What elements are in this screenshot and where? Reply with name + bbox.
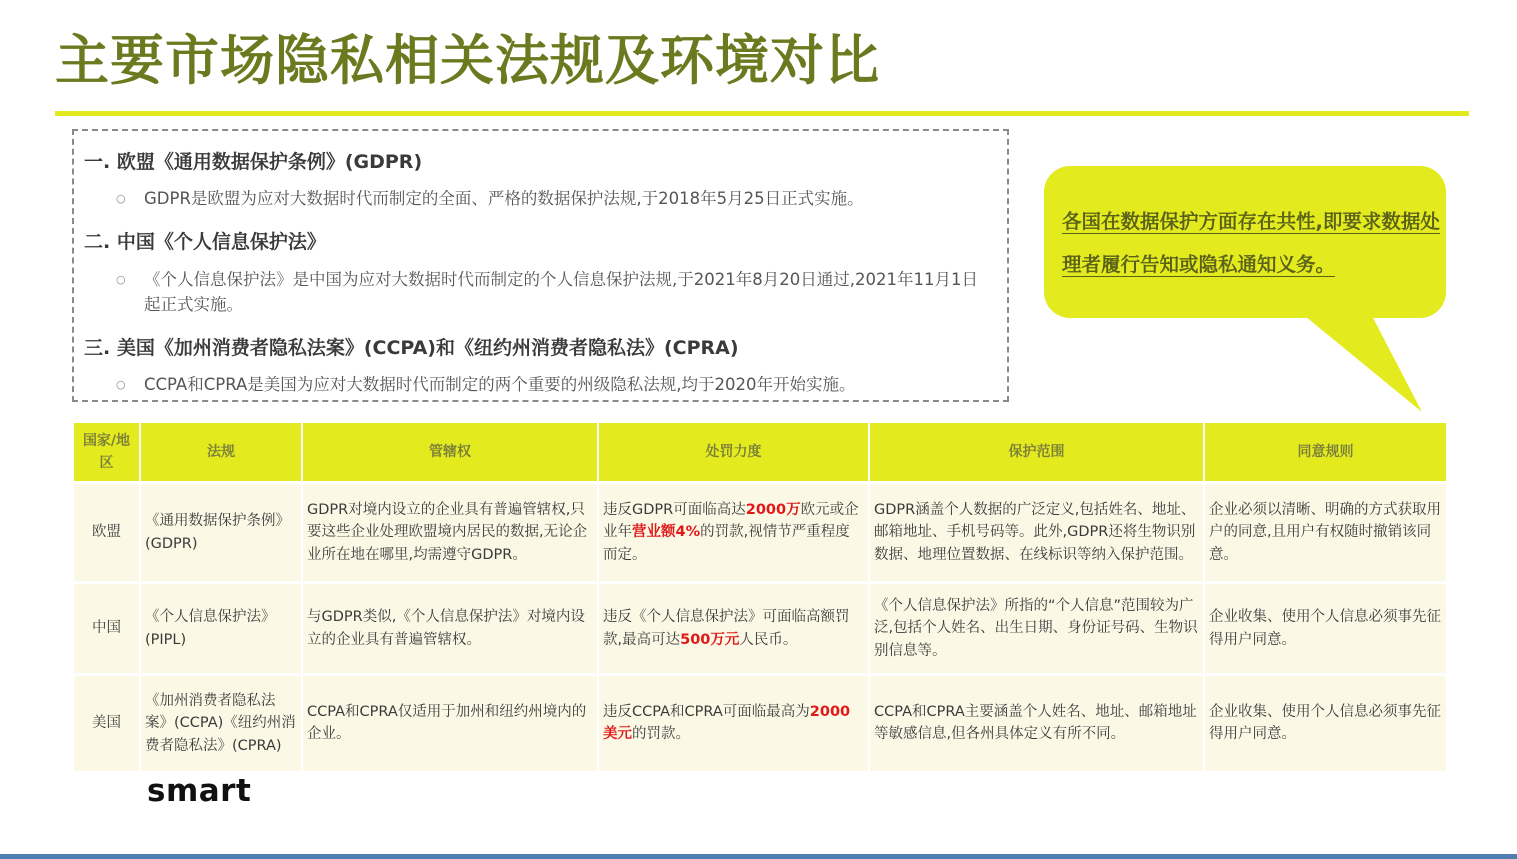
penalty-amount: 2000万 — [745, 501, 801, 518]
section-heading-eu: 一. 欧盟《通用数据保护条例》(GDPR) — [84, 151, 423, 173]
header-penalty: 处罚力度 — [598, 423, 869, 483]
cell-region: 中国 — [74, 583, 140, 675]
bullet-icon: ○ — [116, 192, 126, 205]
section-text-us: CCPA和CPRA是美国为应对大数据时代而制定的两个重要的州级隐私法规,均于2020年开始实施。 — [144, 375, 856, 394]
penalty-text: 违反《个人信息保护法》可面临高额罚款,最高可达 — [603, 609, 850, 648]
cell-region: 欧盟 — [74, 483, 140, 583]
cell-scope: GDPR涵盖个人数据的广泛定义,包括姓名、地址、邮箱地址、手机号码等。此外,GDPR还将生物识别数据、地理位置数据、在线标识等纳入保护范围。 — [869, 483, 1204, 583]
penalty-text: 的罚款。 — [632, 726, 690, 743]
penalty-text: 违反CCPA和CPRA可面临最高为 — [603, 703, 810, 720]
cell-law: 《通用数据保护条例》(GDPR) — [140, 483, 302, 583]
smart-logo: smart — [147, 773, 252, 809]
header-consent: 同意规则 — [1204, 423, 1447, 483]
cell-consent: 企业收集、使用个人信息必须事先征得用户同意。 — [1204, 583, 1447, 675]
section-text-eu: GDPR是欧盟为应对大数据时代而制定的全面、严格的数据保护法规,于2018年5月25日正式实施。 — [144, 189, 864, 208]
comparison-table — [74, 423, 1448, 771]
table-header-row — [74, 423, 1447, 483]
title-underline — [55, 111, 1469, 116]
cell-penalty — [598, 583, 869, 675]
cell-penalty — [598, 483, 869, 583]
table-row — [74, 583, 1447, 675]
cell-jurisdiction: GDPR对境内设立的企业具有普遍管辖权,只要这些企业处理欧盟境内居民的数据,无论企业所在地在哪里,均需遵守GDPR。 — [302, 483, 598, 583]
table-row — [74, 675, 1447, 771]
penalty-percent: 营业额4% — [632, 524, 701, 541]
penalty-text: 的罚款,视情节严重程度而定。 — [603, 524, 850, 563]
cell-consent: 企业收集、使用个人信息必须事先征得用户同意。 — [1204, 675, 1447, 771]
header-law: 法规 — [140, 423, 302, 483]
section-heading-cn: 二. 中国《个人信息保护法》 — [84, 231, 326, 253]
cell-penalty — [598, 675, 869, 771]
cell-region: 美国 — [74, 675, 140, 771]
cell-law: 《个人信息保护法》(PIPL) — [140, 583, 302, 675]
header-jurisdiction: 管辖权 — [302, 423, 598, 483]
cell-law: 《加州消费者隐私法案》(CCPA)《纽约州消费者隐私法》(CPRA) — [140, 675, 302, 771]
intro-box — [72, 129, 1009, 402]
penalty-text: 欧元或企业年 — [603, 501, 859, 541]
table-row — [74, 483, 1447, 583]
bottom-bar — [0, 854, 1517, 859]
bullet-icon: ○ — [116, 273, 126, 286]
page-title: 主要市场隐私相关法规及环境对比 — [55, 29, 880, 92]
penalty-text: 人民币。 — [739, 631, 798, 648]
bullet-icon: ○ — [116, 378, 126, 391]
penalty-amount: 2000美元 — [603, 703, 851, 743]
cell-scope: 《个人信息保护法》所指的“个人信息”范围较为广泛,包括个人姓名、出生日期、身份证号码、生物识别信息等。 — [869, 583, 1204, 675]
header-region: 国家/地区 — [74, 423, 140, 483]
section-heading-us: 三. 美国《加州消费者隐私法案》(CCPA)和《纽约州消费者隐私法》(CPRA) — [84, 337, 739, 359]
section-text-cn: 《个人信息保护法》是中国为应对大数据时代而制定的个人信息保护法规,于2021年8月20日通过,2021年11月1日起正式实施。 — [144, 270, 978, 314]
cell-scope: CCPA和CPRA主要涵盖个人姓名、地址、邮箱地址等敏感信息,但各州具体定义有所不同。 — [869, 675, 1204, 771]
penalty-text: 违反GDPR可面临高达 — [603, 501, 746, 518]
penalty-amount: 500万元 — [680, 631, 740, 648]
header-scope: 保护范围 — [869, 423, 1204, 483]
callout-text: 各国在数据保护方面存在共性,即要求数据处理者履行告知或隐私通知义务。 — [1062, 210, 1440, 276]
cell-jurisdiction: 与GDPR类似,《个人信息保护法》对境内设立的企业具有普遍管辖权。 — [302, 583, 598, 675]
cell-jurisdiction: CCPA和CPRA仅适用于加州和纽约州境内的企业。 — [302, 675, 598, 771]
cell-consent: 企业必须以清晰、明确的方式获取用户的同意,且用户有权随时撤销该同意。 — [1204, 483, 1447, 583]
